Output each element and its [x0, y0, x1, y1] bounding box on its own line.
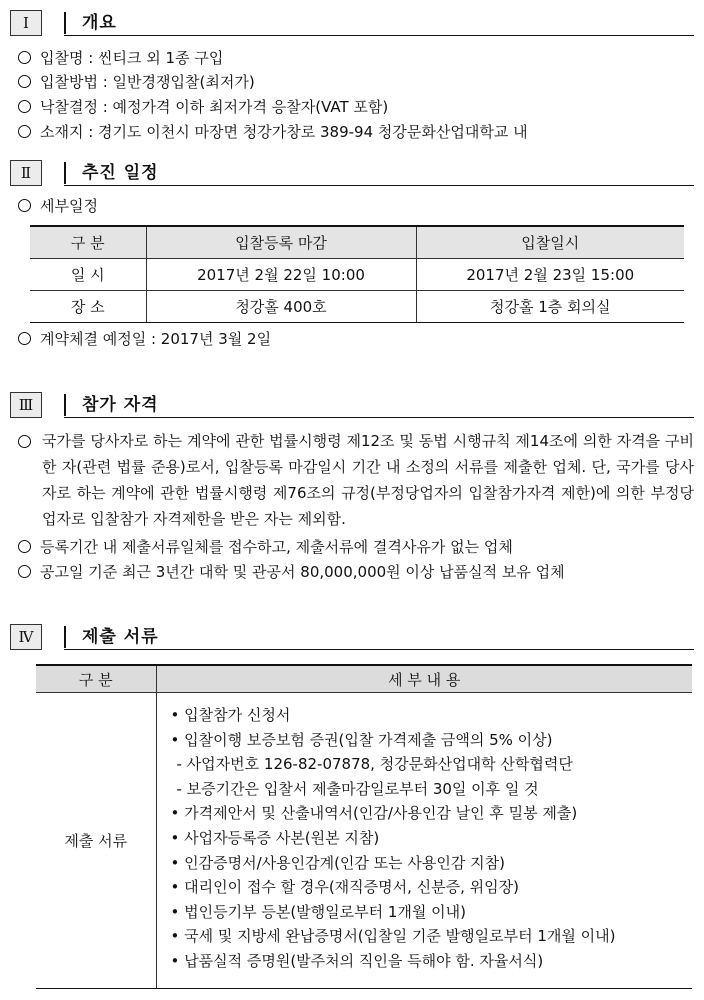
qualification-item: 국가를 당사자로 하는 계약에 관한 법률시행령 제12조 및 동법 시행규칙 제14조에 의한 자격을 구비한 자(관련 법률 준용)로서, 입찰등록 마감일시 기간 내 소정의 서류를 제출한 업체. 단, 국가를 당사자로 하는 계약에 관한 법률시행령 제76조의 규정(부정당업자의 입찰참가자격 제한)에 의한 부정당업자로 입찰참가 자격제한을 받은 자는 제외함. — [18, 428, 694, 532]
section-number: Ⅳ — [10, 624, 42, 650]
circle-bullet-icon — [18, 51, 31, 64]
section-header-documents — [10, 624, 694, 650]
schedule-table — [30, 225, 684, 323]
table-cell-category: 제출 서류 — [36, 693, 156, 989]
section-title: 제출 서류 — [82, 627, 159, 647]
list-item: • 국세 및 지방세 완납증명서(입찰일 기준 발행일로부터 1개월 이내) — [170, 927, 616, 946]
section-divider — [64, 12, 66, 34]
list-item: • 가격제안서 및 산출내역서(인감/사용인감 날인 후 밀봉 제출) — [170, 804, 578, 823]
circle-bullet-icon — [18, 565, 31, 578]
table-cell: 청강홀 400호 — [146, 291, 416, 323]
overview-item: 소재지 : 경기도 이천시 마장면 청강가창로 389-94 청강문화산업대학교 내 — [18, 120, 694, 144]
list-item: • 법인등기부 등본(발행일로부터 1개월 이내) — [170, 902, 466, 921]
list-subitem: - 보증기간은 입찰서 제출마감일로부터 30일 이후 일 것 — [176, 779, 539, 798]
table-cell: 일 시 — [30, 259, 146, 291]
section-underline — [64, 185, 694, 186]
section-underline — [64, 649, 694, 650]
section-number: Ⅱ — [10, 160, 42, 186]
table-cell-details — [156, 693, 692, 989]
list-item: • 입찰이행 보증보험 증권(입찰 가격제출 금액의 5% 이상) — [170, 730, 553, 749]
qualification-item: 등록기간 내 제출서류일체를 접수하고, 제출서류에 결격사유가 없는 업체 — [18, 535, 694, 559]
circle-bullet-icon — [18, 75, 31, 88]
section-title: 개요 — [82, 13, 117, 33]
qualification-item: 공고일 기준 최근 3년간 대학 및 관공서 80,000,000원 이상 납품실적 보유 업체 — [18, 560, 694, 584]
documents-table — [36, 664, 692, 989]
overview-item: 입찰방법 : 일반경쟁입찰(최저가) — [18, 70, 694, 94]
section-divider — [64, 626, 66, 648]
document-list — [157, 693, 693, 988]
section-divider — [64, 162, 66, 184]
section-header-schedule — [10, 160, 694, 186]
list-item: • 대리인이 접수 할 경우(재직증명서, 신분증, 위임장) — [170, 878, 519, 897]
section-underline — [64, 417, 694, 418]
table-header-row — [30, 226, 684, 259]
section-title: 참가 자격 — [82, 395, 159, 415]
circle-bullet-icon — [18, 435, 31, 448]
section-header-overview — [10, 10, 694, 36]
table-row — [30, 291, 684, 323]
circle-bullet-icon — [18, 125, 31, 138]
table-header-cell: 입찰등록 마감 — [146, 226, 416, 259]
circle-bullet-icon — [18, 540, 31, 553]
list-item: • 인감증명서/사용인감계(인감 또는 사용인감 지참) — [170, 853, 505, 872]
circle-bullet-icon — [18, 332, 31, 345]
list-item: • 사업자등록증 사본(원본 지참) — [170, 828, 380, 847]
table-row — [36, 693, 692, 989]
list-item: • 납품실적 증명원(발주처의 직인을 득해야 함. 자율서식) — [170, 951, 544, 970]
section-title: 추진 일정 — [82, 163, 159, 183]
table-header-cell: 입찰일시 — [416, 226, 684, 259]
table-header-cell: 세 부 내 용 — [156, 665, 692, 693]
list-item: • 입찰참가 신청서 — [170, 706, 291, 724]
table-header-row — [36, 665, 692, 693]
section-divider — [64, 394, 66, 416]
section-number: Ⅲ — [10, 392, 42, 418]
circle-bullet-icon — [18, 199, 31, 212]
table-cell: 2017년 2월 23일 15:00 — [416, 259, 684, 291]
overview-item: 입찰명 : 씬티크 외 1종 구입 — [18, 46, 694, 70]
table-row — [30, 259, 684, 291]
section-header-qualification — [10, 392, 694, 418]
table-header-cell: 구 분 — [36, 665, 156, 693]
table-cell: 청강홀 1층 회의실 — [416, 291, 684, 323]
table-cell: 장 소 — [30, 291, 146, 323]
table-cell: 2017년 2월 22일 10:00 — [146, 259, 416, 291]
section-number: Ⅰ — [10, 10, 42, 36]
section-underline — [64, 35, 694, 36]
list-subitem: - 사업자번호 126-82-07878, 청강문화산업대학 산학협력단 — [176, 755, 573, 774]
overview-item: 낙찰결정 : 예정가격 이하 최저가격 응찰자(VAT 포함) — [18, 95, 694, 119]
table-header-cell: 구 분 — [30, 226, 146, 259]
circle-bullet-icon — [18, 100, 31, 113]
schedule-intro: 세부일정 — [18, 194, 694, 218]
contract-date: 계약체결 예정일 : 2017년 3월 2일 — [18, 327, 694, 351]
